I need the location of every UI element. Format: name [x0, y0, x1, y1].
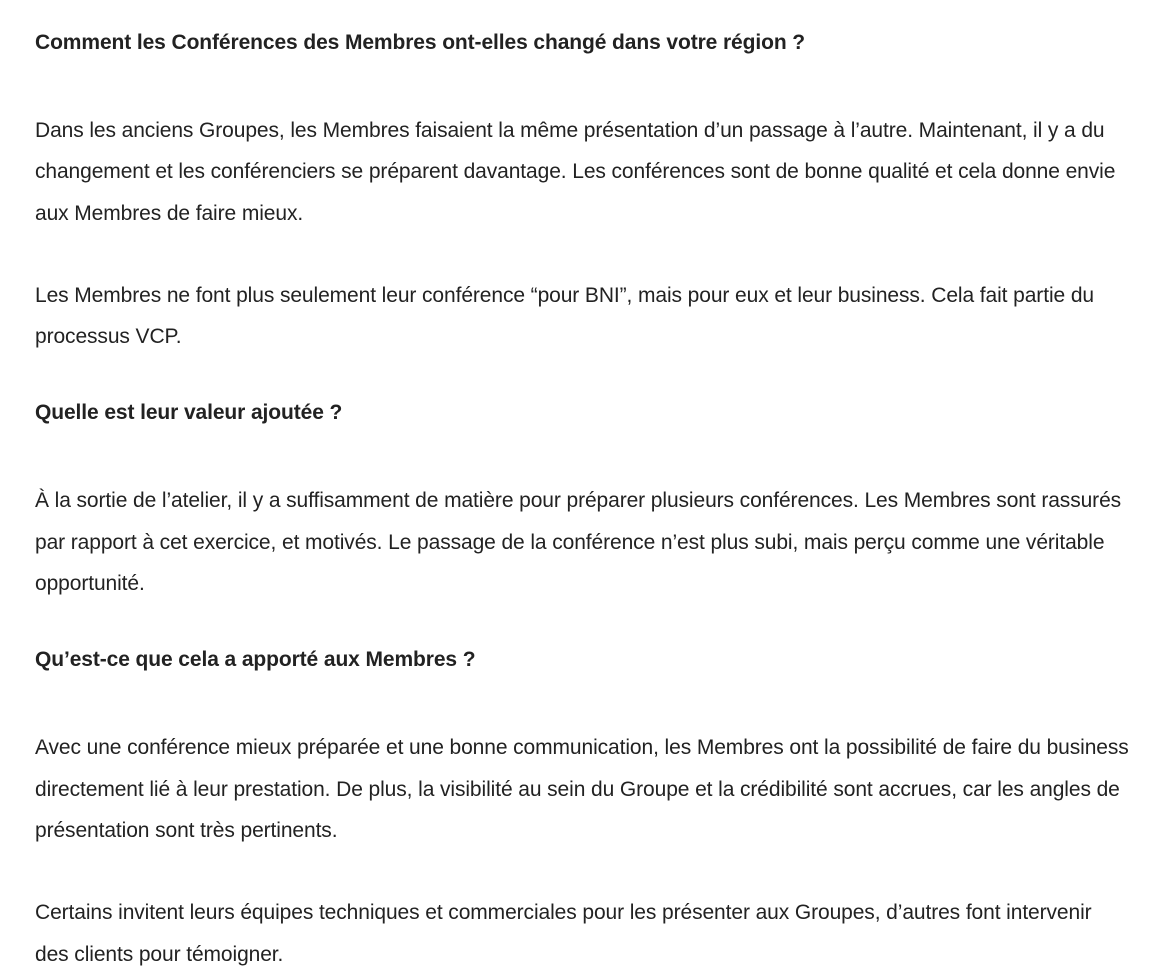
answer-paragraph-vcp-process: Les Membres ne font plus seulement leur conférence “pour BNI”, mais pour eux et leur business. Cela fait partie du processus VCP. — [35, 283, 1094, 349]
answer-paragraph-business: Avec une conférence mieux préparée et une bonne communication, les Membres ont la possibilité de faire du business directement lié à leur prestation. De plus, la visibilité au sein du Groupe et la crédibilité sont accrues, car les angles de présentation sont très pertinents. — [35, 736, 1129, 842]
answer-paragraph-workshop: À la sortie de l’atelier, il y a suffisamment de matière pour préparer plusieurs conférences. Les Membres sont rassurés par rapport à cet exercice, et motivés. Le passage de la conférence n’est plus subi, mais perçu comme une véritable opportunité. — [35, 489, 1122, 596]
answer-paragraph-teams-clients: Certains invitent leurs équipes techniques et commerciales pour les présenter aux Groupes, d’autres font intervenir des clients pour témoigner. — [35, 901, 1092, 966]
question-heading-conferences-changed: Comment les Conférences des Membres ont-elles changé dans votre région ? — [35, 31, 806, 54]
question-heading-added-value: Quelle est leur valeur ajoutée ? — [35, 401, 343, 425]
answer-paragraph-old-groups: Dans les anciens Groupes, les Membres faisaient la même présentation d’un passage à l’autre. Maintenant, il y a du changement et les conférenciers se préparent davantage. Les conférences sont de bonne qualité et cela donne envie aux Membres de faire mieux. — [35, 119, 1116, 225]
question-heading-benefits-members: Qu’est-ce que cela a apporté aux Membres ? — [35, 648, 476, 672]
